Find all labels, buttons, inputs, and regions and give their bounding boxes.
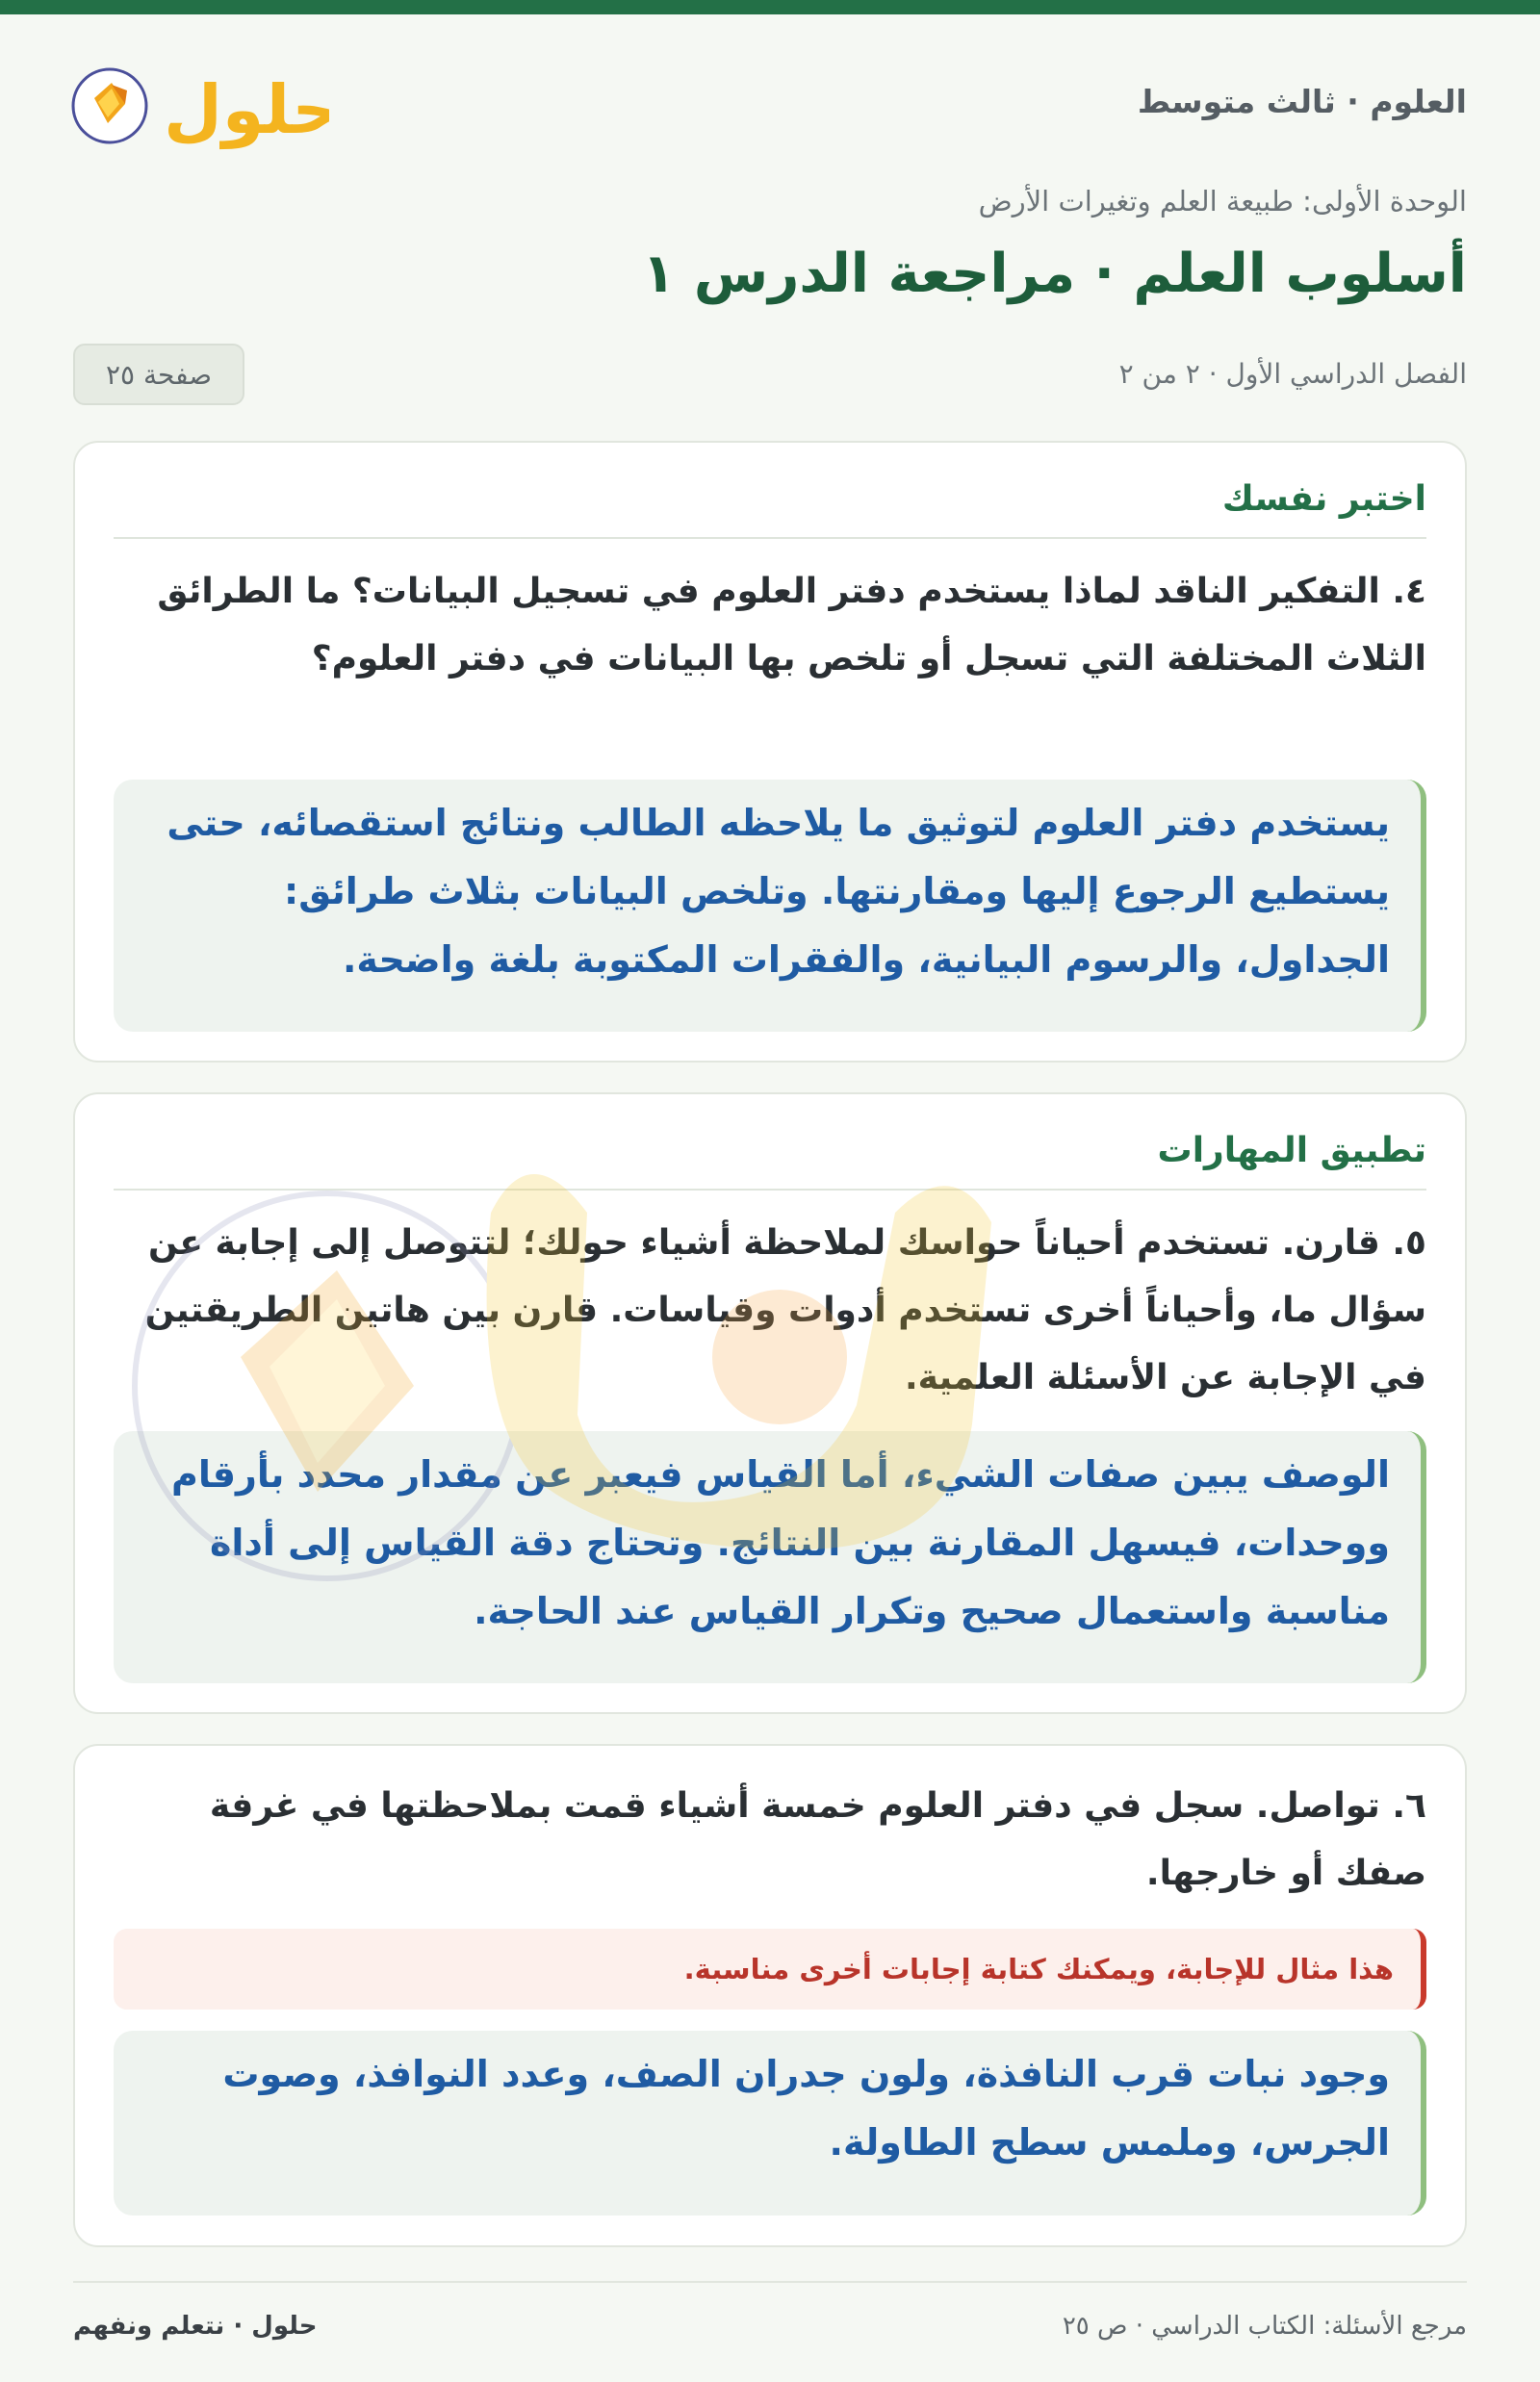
- answer-box: يستخدم دفتر العلوم لتوثيق ما يلاحظه الطالب ونتائج استقصائه، حتى يستطيع الرجوع إليها ومقارنتها. وتلخص البيانات بثلاث طرائق: الجداول، والرسوم البيانية، والفقرات المكتوبة بلغة واضحة.: [114, 780, 1426, 1032]
- question-text: ٥. قارن. تستخدم أحياناً حواسك لملاحظة أشياء حولك؛ لتتوصل إلى إجابة عن سؤال ما، وأحياناً أخرى تستخدم أدوات وقياسات. قارن بين هاتين الطريقتين في الإجابة عن الأسئلة العلمية.: [144, 1223, 1426, 1397]
- footer-divider: [73, 2281, 1467, 2283]
- example-note: هذا مثال للإجابة، ويمكنك كتابة إجابات أخرى مناسبة.: [114, 1929, 1426, 2010]
- question-text: ٤. التفكير الناقد لماذا يستخدم دفتر العلوم في تسجيل البيانات؟ ما الطرائق الثلاث المختلفة التي تسجل أو تلخص بها البيانات في دفتر العلوم؟: [157, 572, 1426, 679]
- hulul-logo[interactable]: [69, 48, 329, 164]
- answer-box: وجود نبات قرب النافذة، ولون جدران الصف، وعدد النوافذ، وصوت الجرس، وملمس سطح الطاولة.: [114, 2031, 1426, 2216]
- term-label: الفصل الدراسي الأول · ٢ من ٢: [1118, 358, 1467, 390]
- page-number-badge: صفحة ٢٥: [73, 344, 244, 405]
- footer-brand: حلول · نتعلم ونفهم: [73, 2312, 318, 2341]
- top-accent-bar: [0, 0, 1540, 14]
- section-card-communicate: [73, 1744, 1467, 2247]
- section-card-skills: [73, 1092, 1467, 1714]
- section-heading: اختبر نفسك: [114, 479, 1426, 539]
- svg-text:حلول: حلول: [164, 70, 329, 149]
- logo-icon: [69, 48, 329, 164]
- page-header: [69, 48, 1467, 164]
- footer-reference: مرجع الأسئلة: الكتاب الدراسي · ص ٢٥: [1062, 2312, 1467, 2341]
- question-text: ٦. تواصل. سجل في دفتر العلوم خمسة أشياء قمت بملاحظتها في غرفة صفك أو خارجها.: [209, 1786, 1426, 1893]
- unit-label: الوحدة الأولى: طبيعة العلم وتغيرات الأرض: [978, 185, 1467, 218]
- page-title: أسلوب العلم · مراجعة الدرس ١: [642, 243, 1467, 305]
- section-heading: تطبيق المهارات: [114, 1131, 1426, 1191]
- subject-label: العلوم · ثالث متوسط: [1137, 83, 1467, 120]
- answer-box: الوصف يبين صفات الشيء، أما القياس فيعبر عن مقدار محدد بأرقام ووحدات، فيسهل المقارنة بين النتائج. وتحتاج دقة القياس إلى أداة مناسبة واستعمال صحيح وتكرار القياس عند الحاجة.: [114, 1431, 1426, 1683]
- section-card-test-yourself: [73, 441, 1467, 1063]
